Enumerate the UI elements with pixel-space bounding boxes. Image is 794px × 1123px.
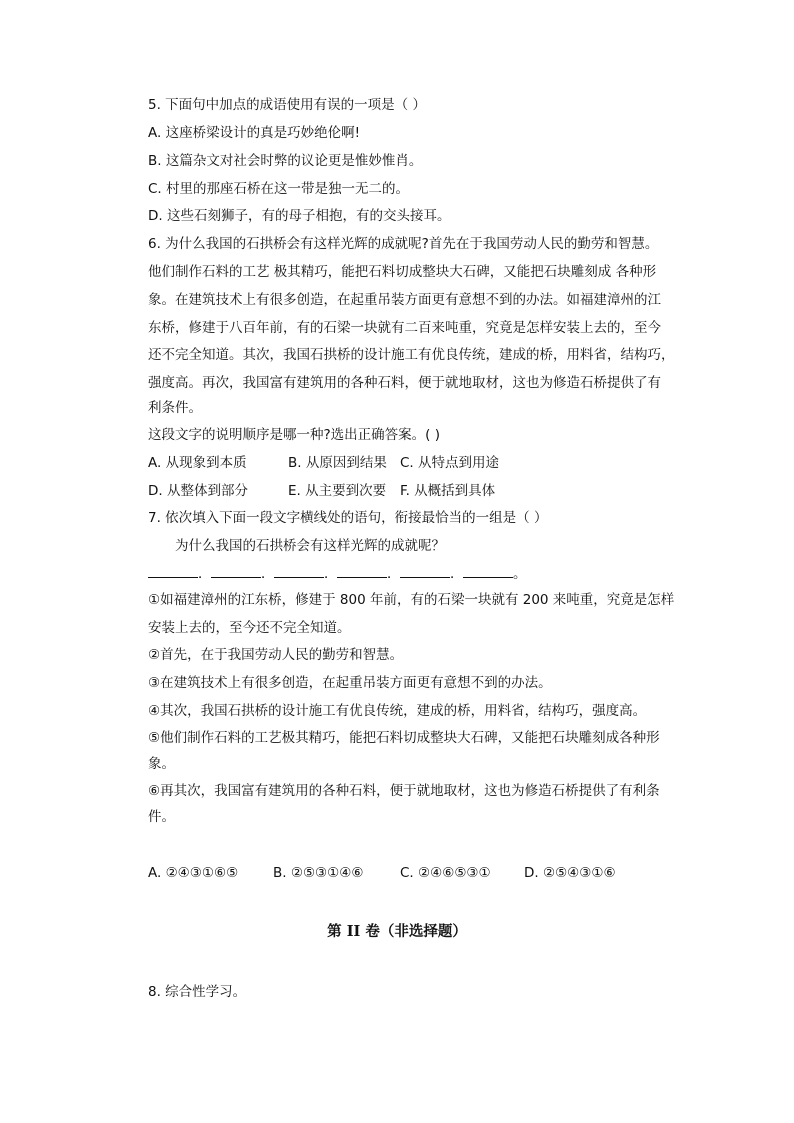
question-6-passage-line: 强度高。再次，我国富有建筑用的各种石料，便于就地取材，这也为修造石桥提供了有: [148, 375, 661, 391]
question-7-item: ②首先，在于我国劳动人民的勤劳和智慧。: [148, 647, 404, 663]
question-5-option-a: A. 这座桥梁设计的真是巧妙绝伦啊!: [148, 125, 360, 141]
question-5-option-d: D. 这些石刻狮子，有的母子相抱，有的交头接耳。: [148, 208, 451, 224]
blank-separator: ．: [261, 566, 275, 582]
section-title: 第 II 卷（非选择题）: [327, 923, 467, 940]
question-7-lead: 为什么我国的石拱桥会有这样光辉的成就呢？: [175, 538, 445, 554]
question-5-stem: 5. 下面句中加点的成语使用有误的一项是（ ）: [148, 97, 426, 113]
blank-end: 。: [513, 566, 527, 582]
answer-blank[interactable]: [148, 563, 198, 578]
question-6-option-f: F. 从概括到具体: [400, 483, 496, 499]
answer-blank[interactable]: [337, 563, 387, 578]
question-7-item: ①如福建漳州的江东桥，修建于 800 年前，有的石梁一块就有 200 来吨重，究竟是怎样: [148, 592, 675, 608]
question-6-passage-line: 他们制作石料的工艺 极其精巧，能把石料切成整块大石碑，又能把石块雕刻成 各种形: [148, 264, 657, 280]
blank-separator: ．: [324, 566, 338, 582]
question-7-item: 件。: [148, 809, 175, 825]
question-6-options-row-1: [148, 453, 648, 473]
blank-separator: ．: [198, 566, 212, 582]
blank-separator: ．: [387, 566, 401, 582]
question-6-option-e: E. 从主要到次要: [288, 483, 387, 499]
blank-separator: ．: [450, 566, 464, 582]
question-5-option-b: B. 这篇杂文对社会时弊的议论更是惟妙惟肖。: [148, 153, 423, 169]
question-6-option-d: D. 从整体到部分: [148, 483, 248, 499]
question-6-passage-line: 东桥，修建于八百年前，有的石梁一块就有二百来吨重，究竟是怎样安装上去的，至今: [148, 320, 661, 336]
question-6-passage-line: 还不完全知道。其次，我国石拱桥的设计施工有优良传统，建成的桥，用料省，结构巧，: [148, 347, 675, 363]
question-6-passage-line: 象。在建筑技术上有很多创造，在起重吊装方面更有意想不到的办法。如福建漳州的江: [148, 292, 661, 308]
question-7-item: ④其次，我国石拱桥的设计施工有优良传统，建成的桥，用料省，结构巧，强度高。: [148, 703, 647, 719]
question-7-blanks: [148, 563, 526, 584]
question-7-item: 象。: [148, 756, 175, 772]
answer-blank[interactable]: [463, 563, 513, 578]
question-7-option-d: D. ②⑤④③①⑥: [524, 865, 616, 881]
answer-blank[interactable]: [274, 563, 324, 578]
question-7-option-a: A. ②④③①⑥⑤: [148, 865, 239, 881]
question-7-item: ⑥再其次，我国富有建筑用的各种石料，便于就地取材，这也为修造石桥提供了有利条: [148, 783, 660, 799]
answer-blank[interactable]: [211, 563, 261, 578]
question-6-options-row-2: [148, 481, 648, 501]
question-6-option-b: B. 从原因到结果: [288, 455, 387, 471]
question-7-item: ⑤他们制作石料的工艺极其精巧，能把石料切成整块大石碑，又能把石块雕刻成各种形: [148, 730, 660, 746]
question-7-option-c: C. ②④⑥⑤③①: [400, 865, 491, 881]
answer-blank[interactable]: [400, 563, 450, 578]
question-6-passage-line: 利条件。: [148, 400, 202, 416]
question-7-stem: 7. 依次填入下面一段文字横线处的语句，衔接最恰当的一组是（ ）: [148, 510, 548, 526]
question-6-question: 这段文字的说明顺序是哪一种?选出正确答案。( ): [148, 427, 440, 443]
question-7-item: 安装上去的，至今还不完全知道。: [148, 620, 351, 636]
question-7-item: ③在建筑技术上有很多创造，在起重吊装方面更有意想不到的办法。: [148, 675, 552, 691]
question-5-option-c: C. 村里的那座石桥在这一带是独一无二的。: [148, 181, 410, 197]
question-6-option-a: A. 从现象到本质: [148, 455, 247, 471]
question-7-option-b: B. ②⑤③①④⑥: [273, 865, 364, 881]
question-6-option-c: C. 从特点到用途: [400, 455, 500, 471]
question-7-options: [148, 863, 648, 883]
question-6-passage-line: 6. 为什么我国的石拱桥会有这样光辉的成就呢?首先在于我国劳动人民的勤劳和智慧。: [148, 236, 659, 252]
question-8-stem: 8. 综合性学习。: [148, 984, 247, 1000]
